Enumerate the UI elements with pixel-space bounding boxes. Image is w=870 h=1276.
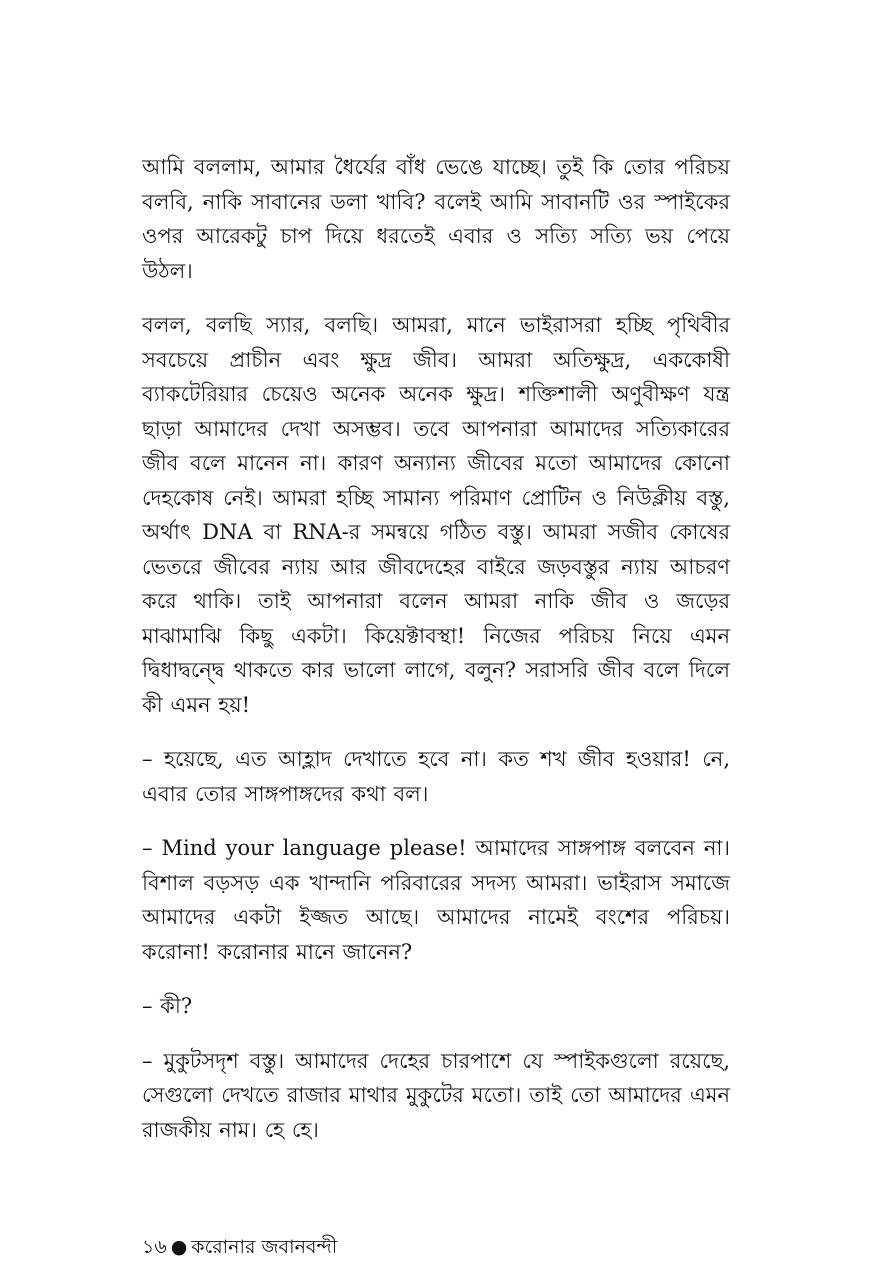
paragraph-dialogue-1: – হয়েছে, এত আহ্লাদ দেখাতে হবে না। কত শখ জীব হওয়ার! নে, এবার তোর সাঙ্গপাঙ্গদের কথা বল।	[142, 747, 730, 806]
page-number: ১৬	[142, 1236, 167, 1258]
paragraph-dialogue-4: – মুকুটসদৃশ বস্তু। আমাদের দেহের চারপাশে যে স্পাইকগুলো রয়েছে, সেগুলো দেখতে রাজার মাথার মুকুটের মতো। তাই তো আমাদের এমন রাজকীয় নাম। হে হে।	[142, 1048, 730, 1142]
paragraph-dialogue-3: – কী?	[142, 994, 193, 1018]
page-body	[142, 150, 730, 1167]
paragraph-virus-introduction: বলল, বলছি স্যার, বলছি। আমরা, মানে ভাইরাসরা হচ্ছি পৃথিবীর সবচেয়ে প্রাচীন এবং ক্ষুদ্র জীব। আমরা অতিক্ষুদ্র, এককোষী ব্যাকটেরিয়ার চেয়েও অনেক অনেক ক্ষুদ্র। শক্তিশালী অণুবীক্ষণ যন্ত্র ছাড়া আমাদের দেখা অসম্ভব। তবে আপনারা আমাদের সত্যিকারের জীব বলে মানেন না। কারণ অন্যান্য জীবের মতো আমাদের কোনো দেহকোষ নেই। আমরা হচ্ছি সামান্য পরিমাণ প্রোটিন ও নিউক্লীয় বস্তু, অর্থাৎ DNA বা RNA-র সমন্বয়ে গঠিত বস্তু। আমরা সজীব কোষের ভেতরে জীবের ন্যায় আর জীবদেহের বাইরে জড়বস্তুর ন্যায় আচরণ করে থাকি। তাই আপনারা বলেন আমরা নাকি জীব ও জড়ের মাঝামাঝি কিছু একটা। কিয়েক্টাবস্থা! নিজের পরিচয় নিয়ে এমন দ্বিধাদ্বন্দ্বে থাকতে কার ভালো লাগে, বলুন? সরাসরি জীব বলে দিলে কী এমন হয়!	[142, 313, 730, 717]
page-footer	[142, 1234, 337, 1260]
paragraph-dialogue-2: – Mind your language please! আমাদের সাঙ্গপাঙ্গ বলবেন না। বিশাল বড়সড় এক খান্দানি পরিবারের সদস্য আমরা। ভাইরাস সমাজে আমাদের একটা ইজ্জত আছে। আমাদের নামেই বংশের পরিচয়। করোনা! করোনার মানে জানেন?	[142, 836, 730, 964]
book-title: করোনার জবানবন্দী	[191, 1236, 338, 1258]
bullet-separator: ●	[170, 1236, 188, 1258]
paragraph-narration-1: আমি বললাম, আমার ধৈর্যের বাঁধ ভেঙে যাচ্ছে। তুই কি তোর পরিচয় বলবি, নাকি সাবানের ডলা খাবি? বলেই আমি সাবানটি ওর স্পাইকের ওপর আরেকটু চাপ দিয়ে ধরতেই এবার ও সত্যি সত্যি ভয় পেয়ে উঠল।	[142, 155, 730, 283]
